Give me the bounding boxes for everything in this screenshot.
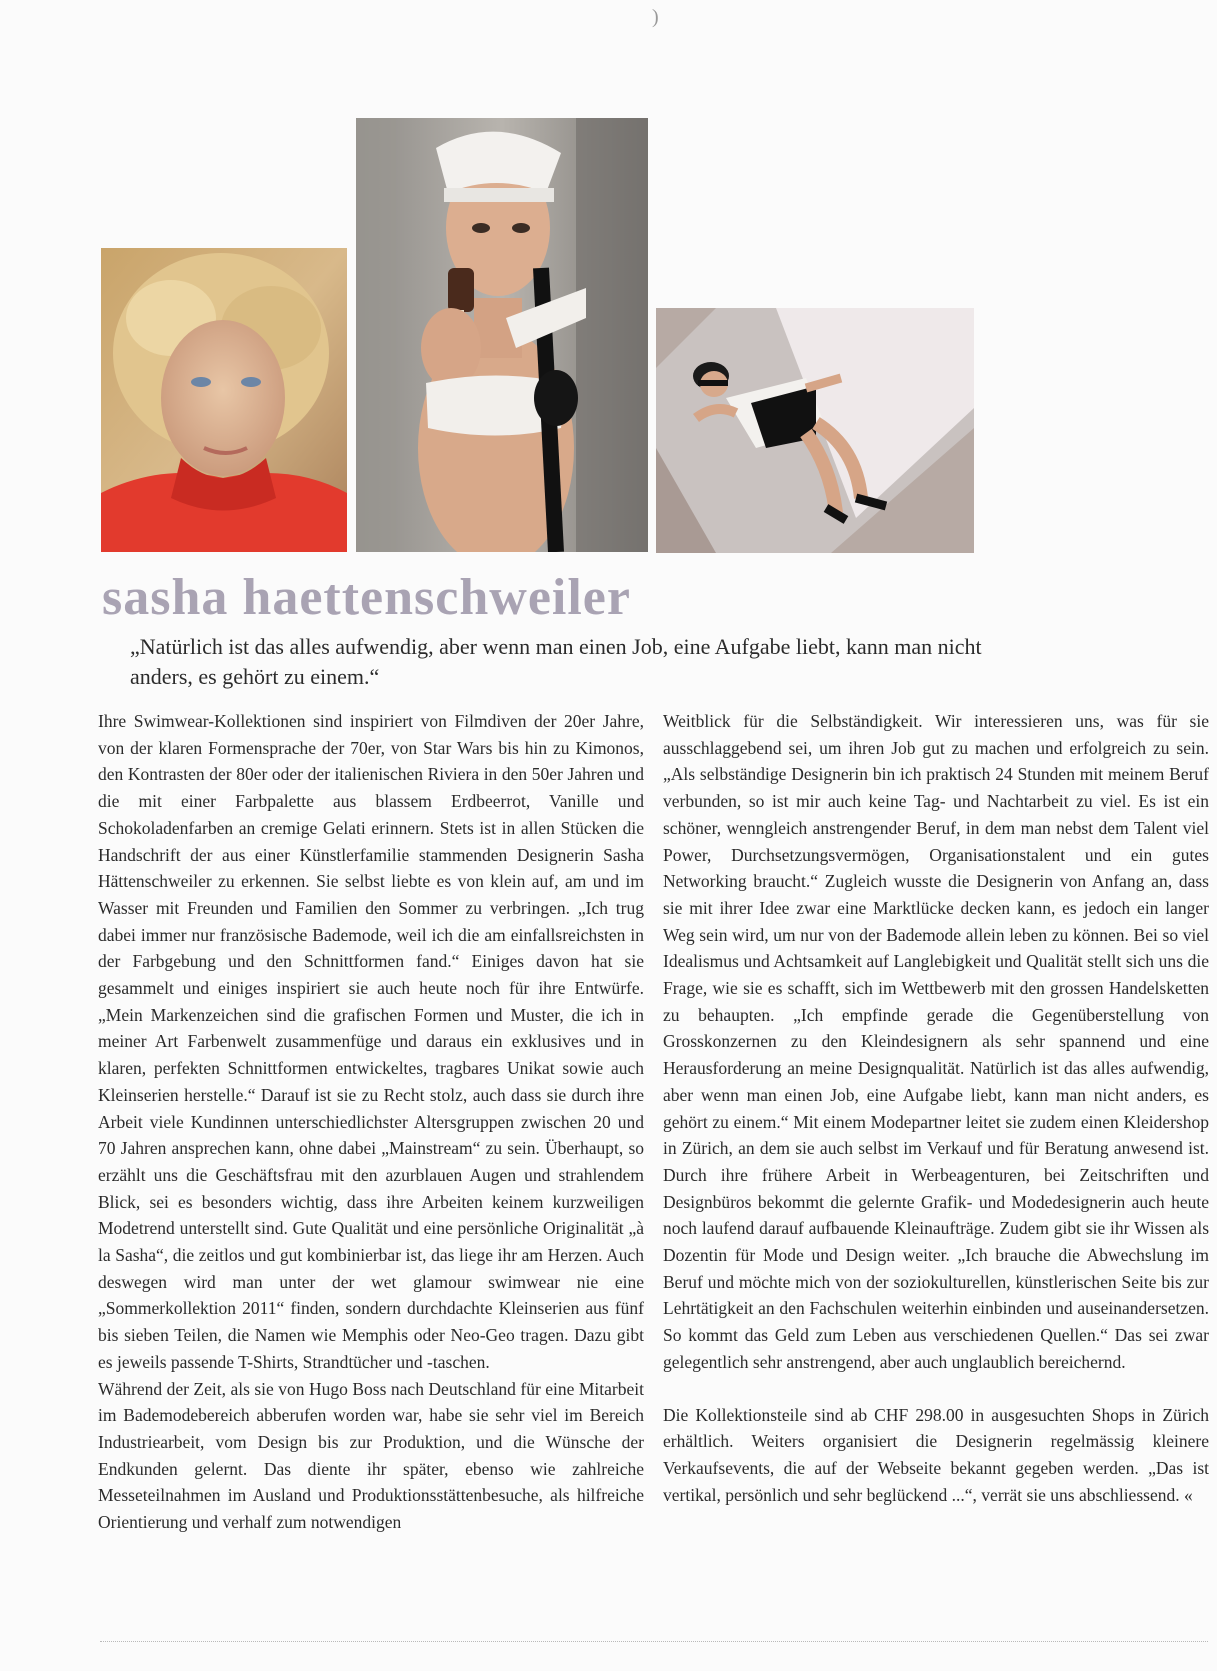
- photo-model-icecream: [356, 118, 648, 552]
- text-column-left: [98, 708, 644, 1536]
- footer-dotted-rule: [100, 1641, 1208, 1642]
- pull-quote: „Natürlich ist das alles aufwendig, aber wenn man einen Job, eine Aufgabe liebt, kann man nicht anders, es gehört zu einem.“: [130, 634, 982, 689]
- model-lounging-illustration: [656, 308, 974, 553]
- article-headline: sasha haettenschweiler: [102, 569, 631, 626]
- text-column-right: [663, 708, 1209, 1508]
- photo-portrait: [101, 248, 347, 552]
- page-corner-mark: ): [652, 6, 659, 28]
- body-paragraph: Die Kollektionsteile sind ab CHF 298.00 in ausgesuchten Shops in Zürich erhältlich. Weiters organisiert die Designerin regelmässig kleinere Verkaufsevents, die auf der Webseite bekannt gegeben werden. „Das ist vertikal, persönlich und sehr beglückend ...“, verrät sie uns abschliessend. «: [663, 1404, 1209, 1505]
- portrait-illustration: [101, 248, 347, 552]
- model-icecream-illustration: [356, 118, 648, 552]
- body-paragraph: Ihre Swimwear-Kollektionen sind inspiriert von Filmdiven der 20er Jahre, von der klaren Formensprache der 70er, von Star Wars bis hin zu Kimonos, den Kontrasten der 80er oder der italienischen Riviera in den 50er Jahren und die mit einer Farbpalette aus blassem Erdbeerrot, Vanille und Schokoladenfarben an cremige Gelati erinnern. Stets ist in allen Stücken die Handschrift der aus einer Künstlerfamilie stammenden Designerin Sasha Hättenschweiler zu erkennen. Sie selbst liebte es von klein auf, am und im Wasser mit Freunden und Familien den Sommer zu verbringen. „Ich trug dabei immer nur französische Bademode, weil ich die am einfallsreichsten in der Farbgebung und den Schnittformen fand.“ Einiges davon hat sie gesammelt und einiges inspiriert sie auch heute noch für ihre Entwürfe. „Mein Markenzeichen sind die grafischen Formen und Muster, die ich in meiner Art Farbenwelt zusammenfüge und daraus ein exklusives und in klaren, perfekten Schnittformen entwickeltes, tragbares Unikat sowie auch Kleinserien herstelle.“ Darauf ist sie zu Recht stolz, auch dass sie durch ihre Arbeit viele Kundinnen unterschiedlichster Altersgruppen zwischen 20 und 70 Jahren ansprechen kann, ohne dabei „Mainstream“ zu sein. Überhaupt, so erzählt uns die Geschäftsfrau mit den azurblauen Augen und strahlendem Blick, sei es besonders wichtig, dass ihre Arbeiten keinem kurzweiligen Modetrend unterstellt sind. Gute Qualität und eine persönliche Originalität „à la Sasha“, die zeitlos und gut kombinierbar ist, das liege ihr am Herzen. Auch deswegen wird man unter der wet glamour swimwear nie eine „Sommerkollektion 2011“ finden, sondern durchdachte Kleinserien aus fünf bis sieben Teilen, die Namen wie Memphis oder Neo-Geo tragen. Dazu gibt es jeweils passende T-Shirts, Strandtücher und -taschen.: [98, 711, 644, 1372]
- body-paragraph: Während der Zeit, als sie von Hugo Boss nach Deutschland für eine Mitarbeit im Bademodebereich abberufen worden war, habe sie sehr viel im Bereich Industriearbeit, vom Design bis zur Produktion, und die Wünsche der Endkunden gelernt. Das diente ihr später, ebenso wie zahlreiche Messeteilnahmen im Ausland und Produktionsstättenbesuche, als hilfreiche Orientierung und verhalf zum notwendigen: [98, 1378, 644, 1533]
- photo-model-lounging: [656, 308, 974, 553]
- body-paragraph: Weitblick für die Selbständigkeit. Wir interessieren uns, was für sie ausschlaggebend sei, um ihren Job gut zu machen und erfolgreich zu sein. „Als selbständige Designerin bin ich praktisch 24 Stunden mit meinem Beruf verbunden, so ist mir auch keine Tag- und Nachtarbeit zu viel. Es ist ein schöner, wenngleich anstrengender Beruf, in dem man nebst dem Talent viel Power, Durchsetzungsvermögen, Organisationstalent und ein gutes Networking braucht.“ Zugleich wusste die Designerin von Anfang an, dass sie mit ihrer Idee zwar eine Marktlücke decken kann, es jedoch ein langer Weg sein wird, um nur von der Bademode allein leben zu können. Bei so viel Idealismus und Achtsamkeit auf Langlebigkeit und Qualität stellt sich uns die Frage, wie sie es schafft, sich im Wettbewerb mit den grossen Handelsketten zu behaupten. „Ich empfinde gerade die Gegenüberstellung von Grosskonzernen zu den Kleindesignern als sehr spannend und eine Herausforderung an meine Designqualität. Natürlich ist das alles aufwendig, aber wenn man einen Job, eine Aufgabe liebt, kann man nicht anders, es gehört zu einem.“ Mit einem Modepartner leitet sie zudem einen Kleidershop in Zürich, an dem sie auch selbst im Verkauf und für Beratung anwesend ist. Durch ihre frühere Arbeit in Werbeagenturen, bei Zeitschriften und Designbüros bekommt die gelernte Grafik- und Modedesignerin auch heute noch laufend darauf aufbauende Kleinaufträge. Zudem gibt sie ihr Wissen als Dozentin für Mode und Design weiter. „Ich brauche die Abwechslung im Beruf und möchte mich von der soziokulturellen, künstlerischen Seite bis zur Lehrtätigkeit an den Fachschulen weiterhin einbinden und auseinandersetzen. So kommt das Geld zum Leben aus verschiedenen Quellen.“ Das sei zwar gelegentlich sehr anstrengend, aber auch unglaublich bereichernd.: [663, 711, 1209, 1372]
